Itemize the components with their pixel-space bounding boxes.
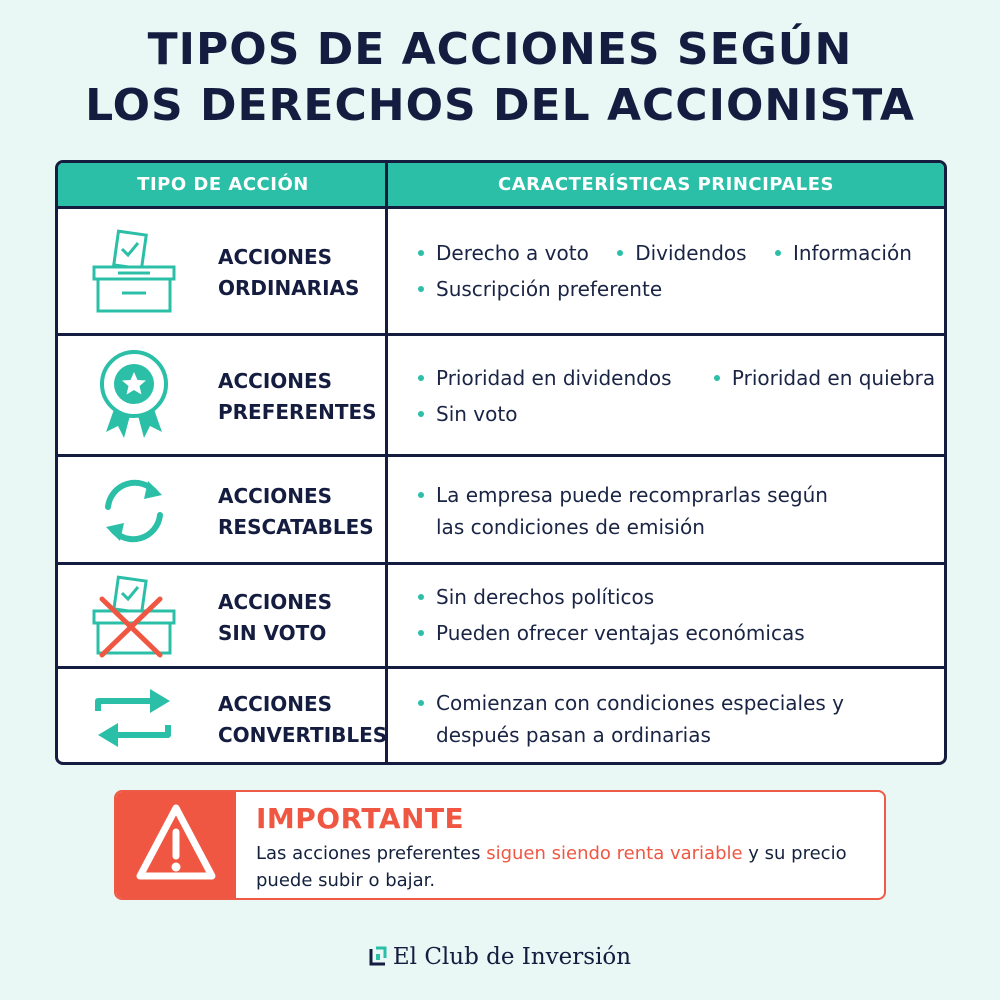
footer-brand — [0, 944, 1000, 970]
alert-text: Las acciones preferentes siguen siendo renta variable y su precio puede subir o bajar. — [256, 843, 847, 891]
type-label: ACCIONES RESCATABLES — [218, 484, 374, 539]
refresh-cycle-icon — [88, 471, 180, 551]
feature-item: Prioridad en quiebra — [714, 360, 935, 396]
feature-item: Comienzan con condiciones especiales y — [418, 687, 938, 719]
brand-name: El Club de Inversión — [392, 944, 632, 970]
feature-item: Dividendos — [617, 235, 746, 271]
page-title — [0, 22, 1000, 134]
table-row-rescatables — [58, 457, 944, 565]
table-row-convertibles — [58, 669, 944, 765]
feature-item: Sin voto — [418, 396, 517, 432]
page-title-line-1: TIPOS DE ACCIONES SEGÚN — [147, 24, 853, 75]
feature-item-continuation: las condiciones de emisión — [436, 515, 705, 539]
page-title-line-2: LOS DERECHOS DEL ACCIONISTA — [85, 80, 915, 131]
ballot-box-icon — [88, 227, 180, 307]
table-row-preferentes — [58, 336, 944, 457]
feature-item: Sin derechos políticos — [418, 579, 654, 615]
features-list — [418, 235, 938, 307]
type-label: ACCIONES CONVERTIBLES — [218, 692, 388, 747]
feature-item: La empresa puede recomprarlas según — [418, 479, 938, 511]
features-list — [418, 479, 938, 543]
alert-icon-panel — [116, 792, 236, 898]
type-label: ACCIONES PREFERENTES — [218, 369, 377, 424]
feature-item: Pueden ofrecer ventajas económicas — [418, 615, 805, 651]
feature-item: Derecho a voto — [418, 235, 589, 271]
feature-item: Información — [775, 235, 912, 271]
type-label: ACCIONES SIN VOTO — [218, 590, 333, 645]
features-list — [418, 687, 938, 751]
alert-title: IMPORTANTE — [256, 802, 465, 835]
feature-item-continuation: después pasan a ordinarias — [436, 723, 711, 747]
type-label: ACCIONES ORDINARIAS — [218, 245, 360, 300]
header-features: CARACTERÍSTICAS PRINCIPALES — [497, 174, 834, 195]
header-type: TIPO DE ACCIÓN — [137, 174, 309, 195]
share-types-table — [55, 160, 947, 765]
table-row-ordinarias — [58, 209, 944, 336]
alert-highlight: siguen siendo renta variable — [486, 843, 743, 864]
brand-logo-icon — [369, 946, 387, 966]
important-note — [114, 790, 886, 900]
features-list — [418, 360, 938, 432]
feature-item: Suscripción preferente — [418, 271, 662, 307]
award-ribbon-icon — [88, 348, 180, 428]
features-list — [418, 579, 938, 651]
table-row-sin-voto — [58, 565, 944, 669]
feature-item: Prioridad en dividendos — [418, 360, 672, 396]
swap-arrows-icon — [88, 681, 180, 761]
table-header — [58, 163, 944, 209]
warning-triangle-icon — [116, 792, 236, 898]
crossed-ballot-box-icon — [88, 573, 180, 653]
